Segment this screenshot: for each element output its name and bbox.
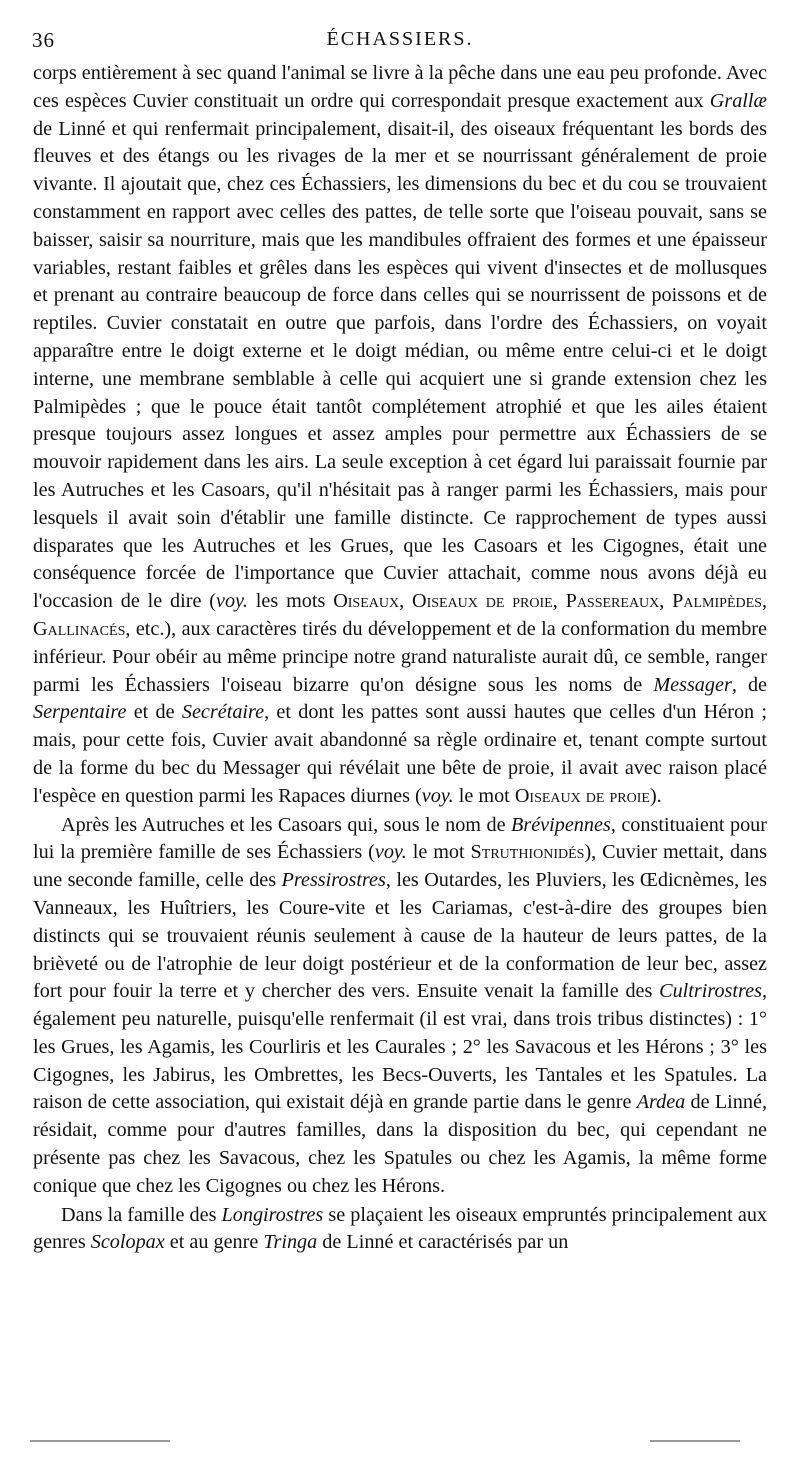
page-number: 36: [32, 28, 55, 52]
text-run: et au genre: [164, 1231, 264, 1254]
text-run: le mot: [406, 841, 471, 864]
italic-text: Longirostres: [221, 1203, 324, 1226]
italic-text: Ardea: [636, 1091, 686, 1114]
text-run: , de: [731, 673, 767, 696]
body-text: [33, 60, 767, 1257]
italic-text: Brévipennes: [511, 813, 611, 836]
text-run: , constituaient pour lui la première famille de ses Échassiers (: [33, 813, 767, 864]
italic-text: voy.: [216, 590, 248, 613]
paragraph: [33, 1202, 767, 1258]
text-run: se plaçaient les oiseaux empruntés principalement aux genres: [33, 1203, 768, 1254]
text-run: le mot: [453, 784, 515, 807]
italic-text: Pressirostres: [281, 869, 386, 892]
text-run: , également peu naturelle, puisqu'elle renfermait (il est vrai, dans trois tribus distinctes) : 1° les Grues, les Agamis, les Courliris et les Caurales ; 2° les Savacous et les Hérons ; 3° les Cigognes, les Jabirus, les Ombrettes, les Becs-Ouverts, les Tantales et les Spatules. La raison de cette association, qui existait déjà en grande partie dans le genre: [33, 980, 767, 1114]
italic-text: Grallæ: [709, 89, 767, 112]
text-run: les mots: [247, 590, 334, 613]
text-run: de Linné, résidait, comme pour d'autres familles, dans la disposition du bec, qui cependant ne présente pas chez les Savacous, chez les Spatules ou chez les Agamis, la même forme conique que chez les Cigognes ou chez les Hérons.: [33, 1091, 767, 1197]
paragraph: [33, 812, 767, 1201]
italic-text: voy.: [374, 841, 407, 864]
page-header: [30, 28, 770, 58]
italic-text: Serpentaire: [33, 701, 127, 724]
text-run: de Linné et caractérisés par un: [317, 1231, 569, 1254]
text-run: , les Outardes, les Pluviers, les Œdicnèmes, les Vanneaux, les Huîtriers, les Coure-vite et les Cariamas, c'est-à-dire des groupes bien distincts qui se trouvaient réunis seulement à cause de la hauteur de leurs pattes, de la brièveté ou de l'atrophie de leur doigt postérieur et de la conformation de leur bec, assez fort pour fouir la terre et y chercher des vers. Ensuite venait la famille des: [33, 869, 767, 1003]
text-run: Dans la famille des: [61, 1203, 222, 1226]
small-caps-text: Struthionidés: [470, 841, 585, 864]
italic-text: Cultrirostres: [659, 980, 762, 1003]
text-run: et de: [126, 701, 182, 724]
text-run: corps entièrement à sec quand l'animal se livre à la pêche dans une eau peu profonde. Avec ces espèces Cuvier constituait un ordre qui correspondait presque exactement aux: [33, 62, 767, 112]
italic-text: voy.: [421, 784, 454, 807]
running-title: ÉCHASSIERS.: [326, 28, 474, 50]
footer-marks: [30, 1440, 770, 1448]
small-caps-text: Oiseaux, Oiseaux de proie, Passereaux, Palmipèdes, Gallinacés: [33, 590, 768, 640]
text-run: de Linné et qui renfermait principalement, disait-il, des oiseaux fréquentant les bords des fleuves et des étangs ou les rivages de la mer et se nourrissant généralement de proie vivante. Il ajoutait que, chez ces Échassiers, les dimensions du bec et du cou se trouvaient constamment en rapport avec celles des pattes, de telle sorte que l'oiseau pouvait, sans se baisser, saisir sa nourriture, mais que les mandibules offraient des formes et une épaisseur variables, restant faibles et grêles dans les espèces qui vivent d'insectes et de mollusques et prenant au contraire beaucoup de force dans celles qui se nourrissent de poissons et de reptiles. Cuvier constatait en outre que parfois, dans l'ordre des Échassiers, on voyait apparaître entre le doigt externe et le doigt médian, ou même entre celui-ci et le doigt interne, une membrane semblable à celle qui acquiert une si grande extension chez les Palmipèdes ; que le pouce était tantôt complétement atrophié et que les ailes étaient presque toujours assez longues et assez amples pour permettre aux Échassiers de se mouvoir rapidement dans les airs. La seule exception à cet égard lui paraissait fournie par les Autruches et les Casoars, qu'il n'hésitait pas à ranger parmi les Échassiers, mais pour lesquels il avait soin d'établir une famille distincte. Ce rapprochement de types aussi disparates que les Autruches et les Grues, que les Casoars et les Cigognes, était une conséquence forcée de l'importance que Cuvier attachait, comme nous avons déjà eu l'occasion de le dire (: [33, 117, 767, 613]
small-caps-text: Oiseaux de proie: [514, 784, 650, 807]
text-run: ), Cuvier mettait, dans une seconde famille, celle des: [33, 841, 768, 892]
italic-text: Tringa: [263, 1231, 318, 1254]
text-run: Après les Autruches et les Casoars qui, sous le nom de: [61, 813, 512, 836]
italic-text: Messager: [653, 673, 732, 696]
text-run: , et dont les pattes sont aussi hautes que celles d'un Héron ; mais, pour cette fois, Cuvier avait abandonné sa règle ordinaire et, tenant compte surtout de la forme du bec du Messager qui révélait une bête de proie, il avait avec raison placé l'espèce en question parmi les Rapaces diurnes (: [33, 701, 768, 807]
text-run: , etc.), aux caractères tirés du développement et de la conformation du membre inférieur. Pour obéir au même principe notre grand naturaliste aurait dû, ce semble, ranger parmi les Échassiers l'oiseau bizarre qu'on désigne sous les noms de: [33, 617, 767, 696]
text-run: ).: [649, 784, 662, 807]
italic-text: Scolopax: [90, 1231, 165, 1254]
paragraph: [33, 60, 767, 811]
italic-text: Secrétaire: [181, 701, 265, 724]
